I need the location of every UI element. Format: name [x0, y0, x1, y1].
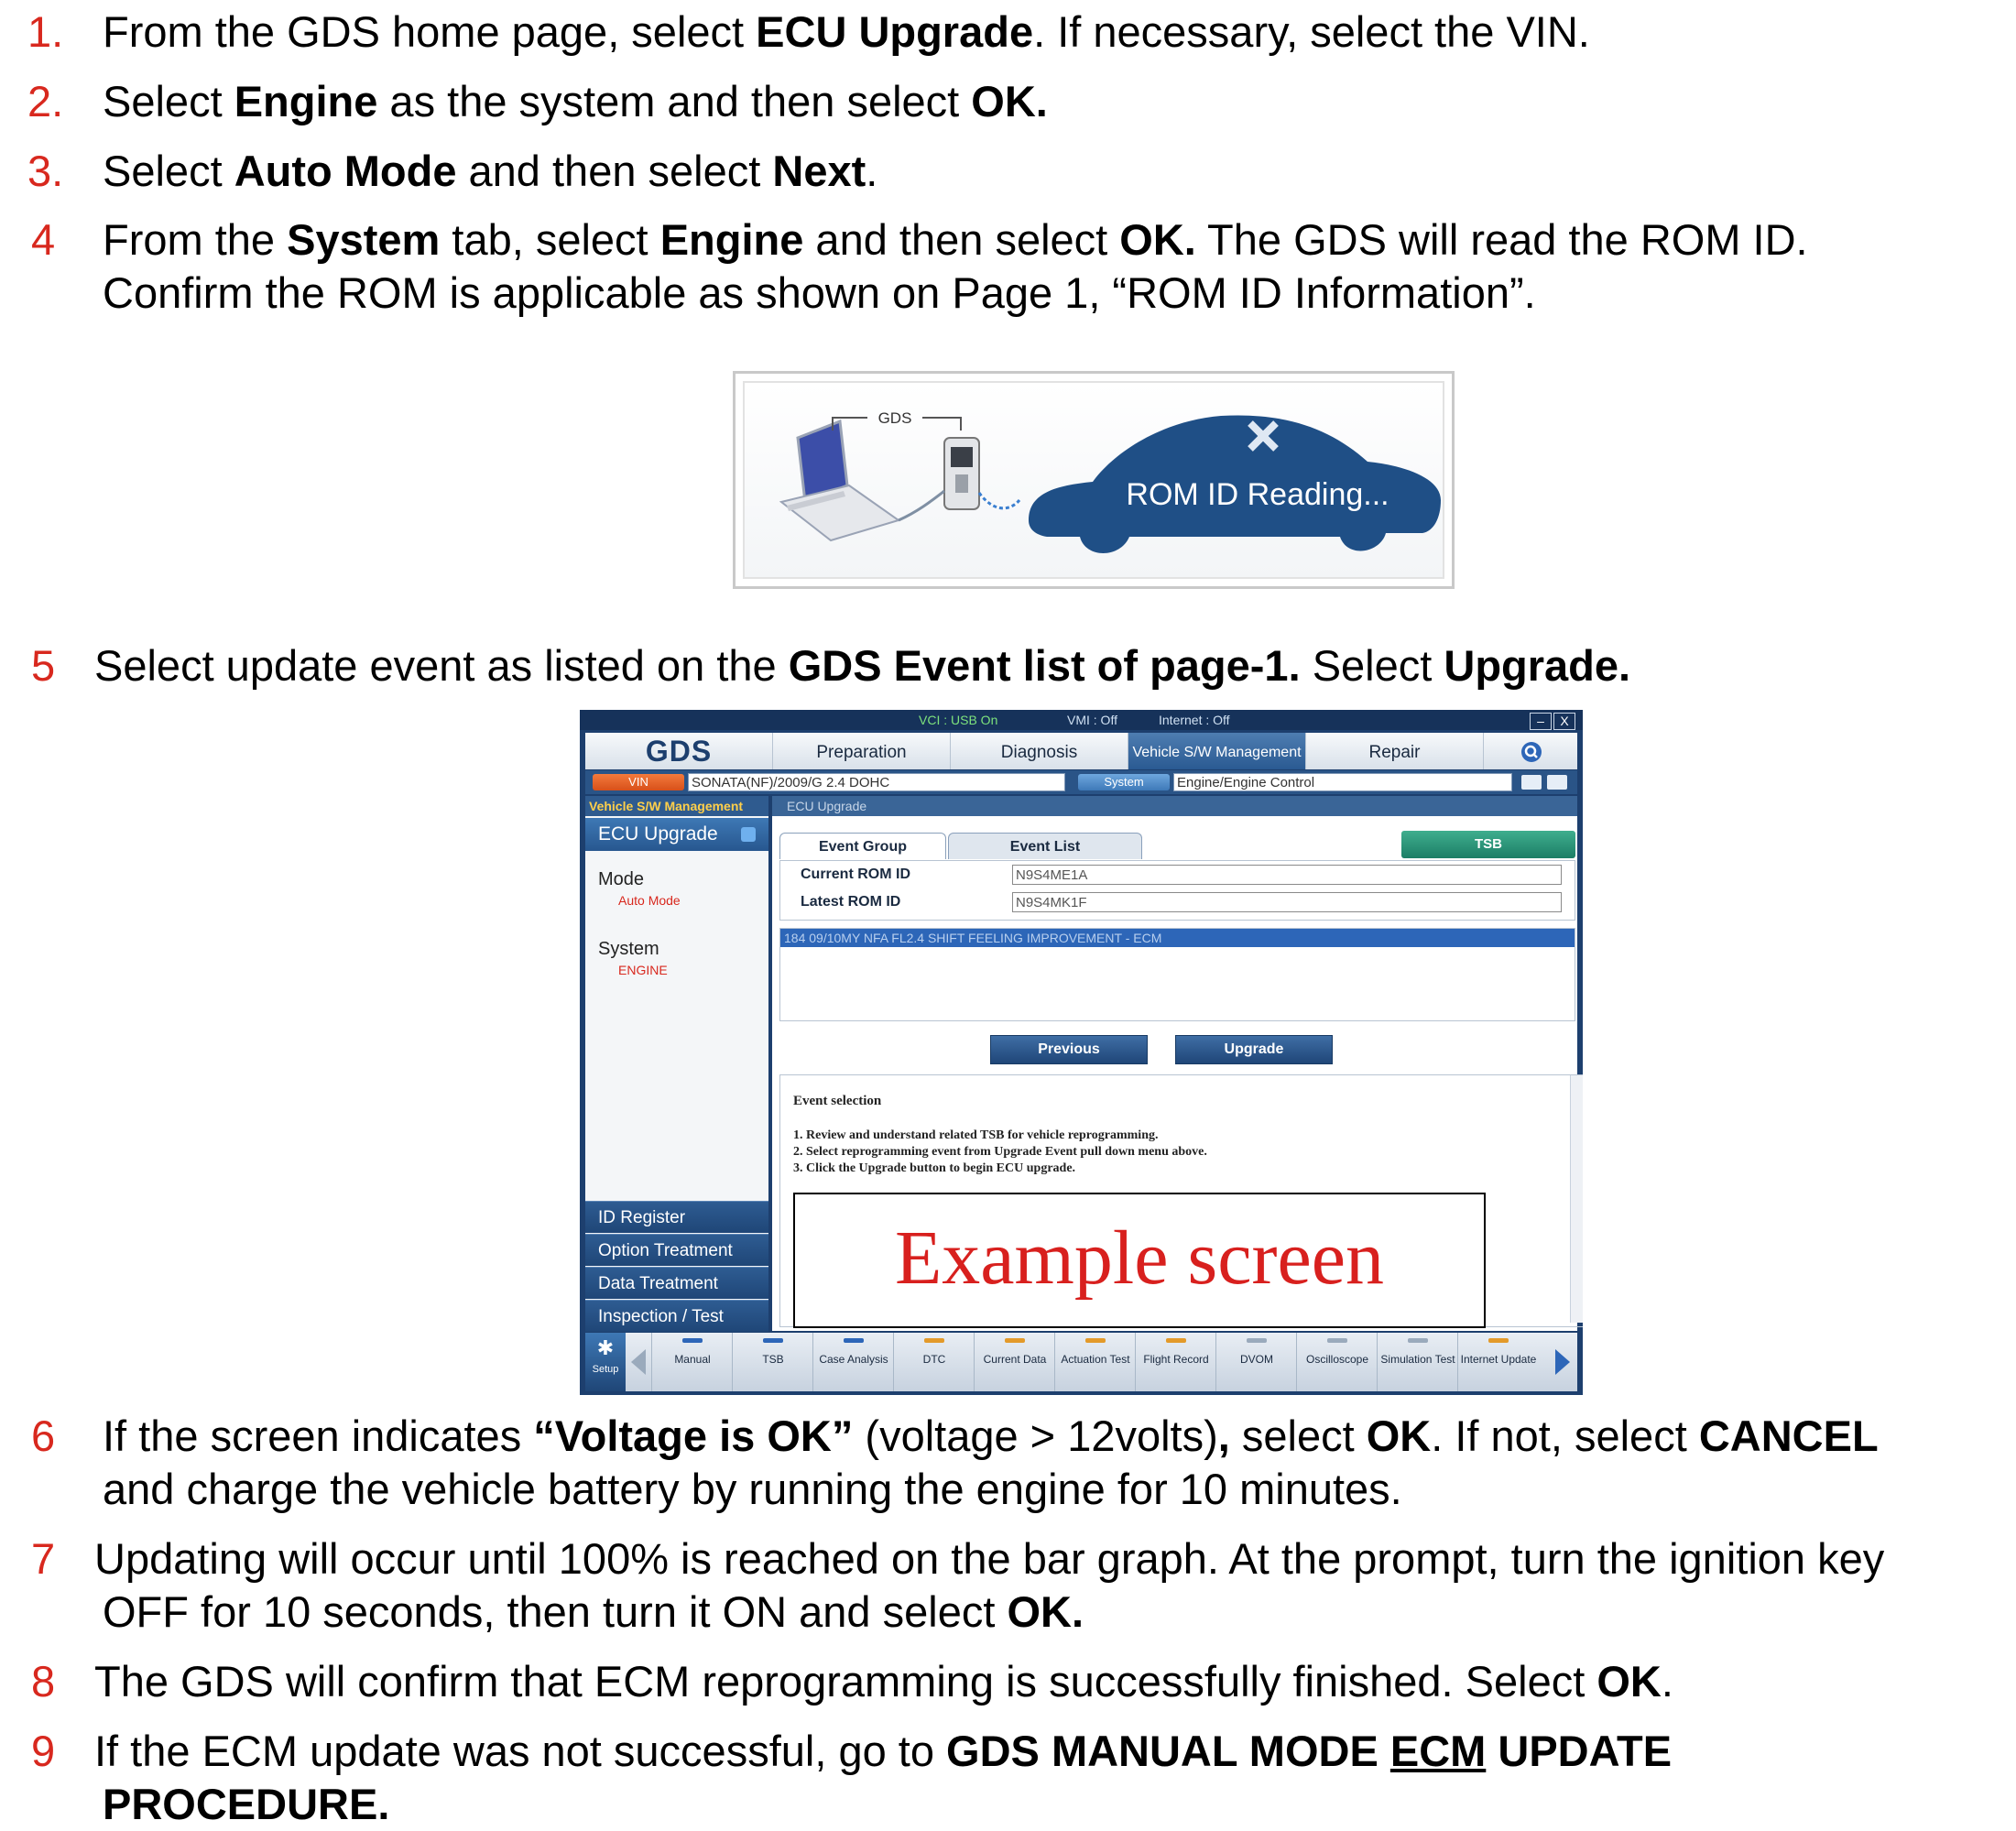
main-header: ECU Upgrade — [772, 796, 1577, 816]
system-field[interactable]: Engine/Engine Control — [1173, 773, 1512, 791]
event-list — [779, 928, 1575, 1021]
step-text: Select Engine as the system and then select OK. — [103, 77, 1048, 125]
step-text: PROCEDURE. — [103, 1780, 390, 1828]
gds-screen — [580, 710, 1583, 1395]
tool-icon — [1005, 1338, 1025, 1343]
instruction-line: 3. Click the Upgrade button to begin ECU upgrade. — [793, 1161, 1076, 1175]
step-text: Select update event as listed on the GDS Event list of page-1. Select Upgrade. — [94, 641, 1631, 690]
tool-current-data[interactable] — [974, 1333, 1055, 1391]
tab-repair[interactable]: Repair — [1305, 733, 1483, 769]
scroll-left-icon[interactable] — [631, 1349, 646, 1375]
vci-status: VCI : USB On — [919, 713, 998, 727]
tool-label: DTC — [922, 1353, 946, 1366]
tool-label: Oscilloscope — [1305, 1353, 1369, 1366]
sidebar — [585, 796, 768, 1331]
bottom-toolbar — [585, 1333, 1577, 1391]
tab-event-group[interactable]: Event Group — [779, 833, 946, 859]
tool-icon — [924, 1338, 944, 1343]
sidebar-item-data-treatment[interactable]: Data Treatment — [585, 1267, 768, 1299]
step-text: OFF for 10 seconds, then turn it ON and select OK. — [103, 1587, 1084, 1636]
rom-reading-illustration — [745, 383, 1443, 577]
event-selection-panel — [779, 1074, 1583, 1327]
sidebar-item-id-register[interactable]: ID Register — [585, 1201, 768, 1233]
sidebar-item-ecu-upgrade[interactable]: ECU Upgrade — [585, 818, 768, 851]
step-text: If the ECM update was not successful, go to GDS MANUAL MODE ECM UPDATE — [94, 1727, 1673, 1775]
example-screen-label: Example screen — [793, 1193, 1486, 1328]
scrollbar[interactable] — [1570, 1075, 1583, 1323]
tool-simulation-test[interactable] — [1377, 1333, 1458, 1391]
step-text: Confirm the ROM is applicable as shown on Page 1, “ROM ID Information”. — [103, 268, 1536, 317]
tool-label: Current Data — [983, 1353, 1047, 1366]
internet-status: Internet : Off — [1159, 713, 1230, 727]
mode-label: Mode — [598, 869, 645, 889]
vehicle-field[interactable]: SONATA(NF)/2009/G 2.4 DOHC — [688, 773, 1065, 791]
gear-icon: ✱ — [596, 1336, 615, 1359]
step-number: 3. — [27, 147, 64, 195]
tool-dtc[interactable] — [893, 1333, 975, 1391]
instruction-line: 1. Review and understand related TSB for vehicle reprogramming. — [793, 1128, 1159, 1142]
step-text: If the screen indicates “Voltage is OK” (voltage > 12volts), select OK. If not, select CANCEL — [103, 1411, 1879, 1460]
camera-icon[interactable] — [1521, 775, 1542, 790]
system-label: System — [598, 939, 659, 959]
tab-preparation[interactable]: Preparation — [772, 733, 950, 769]
tool-icon — [1327, 1338, 1347, 1343]
upgrade-button[interactable]: Upgrade — [1175, 1035, 1333, 1064]
tool-flight-record[interactable] — [1135, 1333, 1216, 1391]
chevron-right-icon — [741, 827, 756, 842]
minimize-button[interactable]: – — [1530, 713, 1552, 730]
tsb-button[interactable]: TSB — [1401, 831, 1575, 858]
tool-internet-update[interactable] — [1457, 1333, 1539, 1391]
laptop-icon — [781, 421, 899, 540]
tool-manual[interactable] — [651, 1333, 733, 1391]
current-rom-label: Current ROM ID — [801, 866, 910, 882]
event-selection-title: Event selection — [793, 1094, 882, 1108]
step-text: From the System tab, select Engine and then select OK. The GDS will read the ROM ID. — [103, 215, 1808, 264]
step-text: Select Auto Mode and then select Next. — [103, 147, 878, 195]
tool-icon — [682, 1338, 703, 1343]
step-text: From the GDS home page, select ECU Upgrade. If necessary, select the VIN. — [103, 7, 1590, 56]
print-icon[interactable] — [1547, 775, 1567, 790]
step-number: 5 — [31, 641, 56, 690]
system-button[interactable]: System — [1078, 774, 1170, 790]
tool-label: Simulation Test — [1380, 1353, 1455, 1366]
current-rom-field: N9S4ME1A — [1012, 865, 1562, 885]
setup-button[interactable]: ✱ Setup — [585, 1333, 626, 1391]
step-number: 6 — [31, 1411, 56, 1460]
tool-label: Flight Record — [1143, 1353, 1209, 1366]
tool-label: Manual — [674, 1353, 711, 1366]
vin-button[interactable]: VIN — [593, 774, 684, 790]
tool-label: TSB — [762, 1353, 784, 1366]
tool-tsb[interactable] — [732, 1333, 813, 1391]
search-icon[interactable] — [1483, 733, 1578, 769]
mode-value: Auto Mode — [618, 893, 681, 908]
tab-event-list[interactable]: Event List — [948, 833, 1142, 859]
vehicle-bar — [585, 770, 1577, 794]
step-number: 4 — [31, 215, 56, 264]
tool-dvom[interactable] — [1215, 1333, 1297, 1391]
gds-device-label: GDS — [877, 409, 912, 427]
tool-icon — [763, 1338, 783, 1343]
rom-id-box — [779, 860, 1575, 921]
gds-vci-device-icon — [944, 438, 979, 509]
rom-reading-text: ROM ID Reading... — [1126, 477, 1389, 512]
sidebar-header: Vehicle S/W Management — [585, 796, 768, 816]
step-number: 9 — [31, 1727, 56, 1775]
tool-label: Internet Update — [1460, 1353, 1537, 1366]
tool-icon — [1247, 1338, 1267, 1343]
step-text: The GDS will confirm that ECM reprogramming is successfully finished. Select OK. — [94, 1657, 1673, 1706]
step-text: Updating will occur until 100% is reached on the bar graph. At the prompt, turn the ignition key — [94, 1534, 1885, 1583]
tool-icon — [844, 1338, 864, 1343]
tool-label: Actuation Test — [1061, 1353, 1130, 1366]
step-number: 8 — [31, 1657, 56, 1706]
sidebar-item-option-treatment[interactable]: Option Treatment — [585, 1234, 768, 1266]
tool-case-analysis[interactable] — [812, 1333, 894, 1391]
latest-rom-label: Latest ROM ID — [801, 894, 901, 910]
rom-id-reading-figure — [733, 371, 1455, 589]
tool-label: Case Analysis — [819, 1353, 888, 1366]
scroll-right-icon[interactable] — [1555, 1349, 1570, 1375]
step-number: 7 — [31, 1534, 56, 1583]
tool-actuation-test[interactable] — [1054, 1333, 1136, 1391]
close-button[interactable]: X — [1553, 713, 1575, 730]
step-number: 2. — [27, 77, 64, 125]
tool-oscilloscope[interactable] — [1296, 1333, 1378, 1391]
instruction-line: 2. Select reprogramming event from Upgrade Event pull down menu above. — [793, 1145, 1207, 1159]
vmi-status: VMI : Off — [1067, 713, 1117, 727]
tool-icon — [1166, 1338, 1186, 1343]
tool-icon — [1408, 1338, 1428, 1343]
main-nav — [585, 733, 1577, 769]
tool-label: DVOM — [1240, 1353, 1273, 1366]
status-bar — [580, 710, 1583, 730]
system-value: ENGINE — [618, 963, 668, 977]
previous-button[interactable]: Previous — [990, 1035, 1148, 1064]
main-panel — [772, 796, 1577, 1331]
tool-icon — [1488, 1338, 1509, 1343]
step-number: 1. — [27, 7, 64, 56]
gds-logo: GDS — [645, 735, 713, 768]
sidebar-item-inspection-test[interactable]: Inspection / Test — [585, 1300, 768, 1332]
tab-diagnosis[interactable]: Diagnosis — [950, 733, 1128, 769]
tab-vehicle-sw-management[interactable]: Vehicle S/W Management — [1128, 733, 1305, 769]
tool-icon — [1085, 1338, 1106, 1343]
step-text: and charge the vehicle battery by running the engine for 10 minutes. — [103, 1465, 1402, 1513]
list-item[interactable]: 184 09/10MY NFA FL2.4 SHIFT FEELING IMPROVEMENT - ECM — [780, 929, 1575, 947]
latest-rom-field: N9S4MK1F — [1012, 892, 1562, 912]
